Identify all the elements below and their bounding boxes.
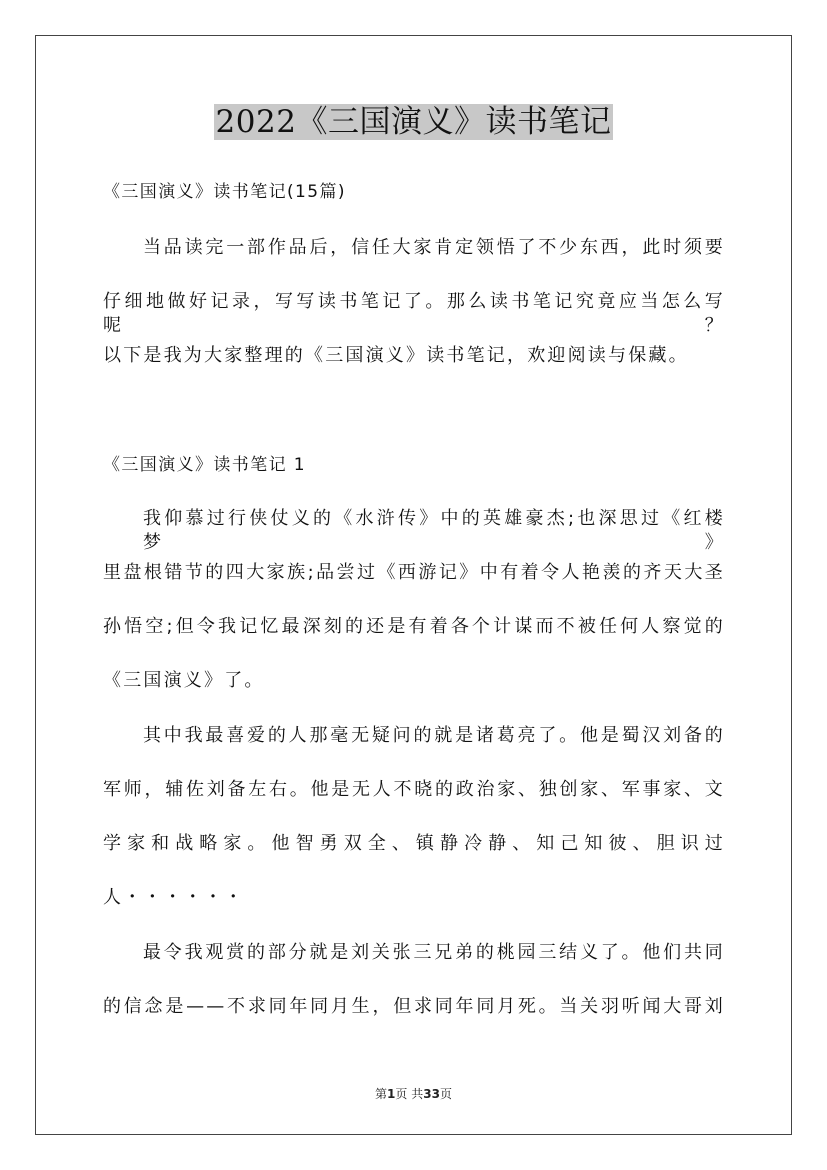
intro-line-3: 以下是我为大家整理的《三国演义》读书笔记，欢迎阅读与保藏。 bbox=[103, 345, 689, 366]
para1-line-4: 《三国演义》了。 bbox=[103, 670, 265, 691]
para1-line-3: 孙悟空;但令我记忆最深刻的还是有着各个计谋而不被任何人察觉的 bbox=[103, 616, 725, 637]
para2-line-3: 学家和战略家。他智勇双全、镇静冷静、知己知彼、胆识过 bbox=[103, 833, 725, 854]
para2-line-2: 军师，辅佐刘备左右。他是无人不晓的政治家、独创家、军事家、文 bbox=[103, 779, 725, 800]
page-footer bbox=[0, 1085, 827, 1102]
para1-line-1: 我仰慕过行侠仗义的《水浒传》中的英雄豪杰;也深思过《红楼梦》 bbox=[143, 508, 725, 553]
para1-line-2: 里盘根错节的四大家族;品尝过《西游记》中有着令人艳羡的齐天大圣 bbox=[103, 562, 725, 583]
intro-line-2: 仔细地做好记录，写写读书笔记了。那么读书笔记究竟应当怎么写呢？ bbox=[103, 291, 725, 336]
footer-suffix: 页 bbox=[439, 1087, 452, 1101]
para3-line-1: 最令我观赏的部分就是刘关张三兄弟的桃园三结义了。他们共同 bbox=[143, 942, 725, 963]
document-title-wrap bbox=[0, 100, 827, 144]
footer-prefix: 第 bbox=[375, 1087, 388, 1101]
para3-line-2: 的信念是——不求同年同月生，但求同年同月死。当关羽听闻大哥刘 bbox=[103, 996, 725, 1017]
section-heading: 《三国演义》读书笔记 1 bbox=[103, 455, 307, 475]
document-subtitle: 《三国演义》读书笔记(15篇) bbox=[103, 182, 346, 202]
document-title: 2022《三国演义》读书笔记 bbox=[215, 104, 612, 140]
intro-line-1: 当品读完一部作品后，信任大家肯定领悟了不少东西，此时须要 bbox=[143, 237, 725, 258]
para2-line-1: 其中我最喜爱的人那毫无疑问的就是诸葛亮了。他是蜀汉刘备的 bbox=[143, 725, 725, 746]
para2-line-4: 人・・・・・・ bbox=[103, 887, 245, 908]
footer-mid: 页 共 bbox=[395, 1087, 424, 1101]
footer-page-number: 1 bbox=[387, 1087, 396, 1101]
footer-page-total: 33 bbox=[423, 1087, 440, 1101]
